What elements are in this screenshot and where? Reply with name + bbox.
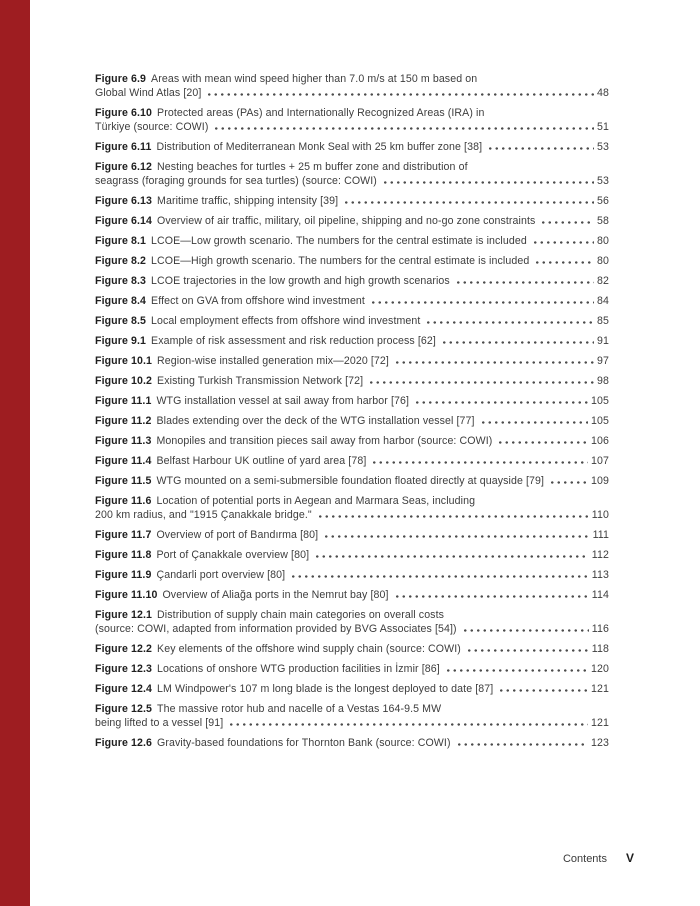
toc-entry [95, 354, 609, 368]
entry-text-line [95, 106, 609, 120]
figure-number-label: Figure 8.3 [95, 275, 147, 287]
page-number: 105 [591, 415, 609, 427]
toc-entry [95, 374, 609, 388]
entry-text-line [95, 494, 609, 508]
figure-caption-text: Overview of air traffic, military, oil pipeline, shipping and no-go zone constraints [157, 215, 536, 227]
dot-leader [534, 258, 594, 267]
page-number: 107 [591, 455, 609, 467]
page-number: 123 [591, 737, 609, 749]
toc-entry [95, 394, 609, 408]
figure-number-label: Figure 11.1 [95, 395, 152, 407]
figure-caption-text: WTG mounted on a semi-submersible foundation floated directly at quayside [79] [156, 475, 545, 487]
figure-number-label: Figure 11.7 [95, 529, 152, 541]
figure-caption-text: LCOE—High growth scenario. The numbers for the central estimate is included [151, 255, 530, 267]
entry-leader-line [95, 528, 609, 542]
figure-caption-text: Protected areas (PAs) and Internationally Recognized Areas (IRA) in [157, 107, 485, 119]
page-number: 98 [597, 375, 609, 387]
entry-leader-line [95, 454, 609, 468]
dot-leader [466, 646, 589, 655]
figure-caption-text: Blades extending over the deck of the WTG installation vessel [77] [156, 415, 475, 427]
toc-entry [95, 234, 609, 248]
toc-entry [95, 274, 609, 288]
page-number: 84 [597, 295, 609, 307]
figure-number-label: Figure 11.4 [95, 455, 152, 467]
toc-entry [95, 494, 609, 522]
figure-number-label: Figure 6.13 [95, 195, 153, 207]
figure-caption-text: Region-wise installed generation mix—2020 [72] [157, 355, 389, 367]
figure-number-label: Figure 6.9 [95, 73, 147, 85]
list-of-figures [95, 72, 609, 756]
entry-leader-line [95, 174, 609, 188]
entry-leader-line [95, 434, 609, 448]
page-number: 118 [591, 643, 609, 655]
dot-leader [370, 298, 594, 307]
figure-caption-text: Nesting beaches for turtles + 25 m buffer zone and distribution of [157, 161, 468, 173]
figure-entries-list [95, 72, 609, 750]
entry-leader-line [95, 86, 609, 100]
figure-caption-text: Locations of onshore WTG production facilities in İzmir [86] [157, 663, 440, 675]
figure-caption-text: Global Wind Atlas [20] [95, 87, 202, 99]
figure-number-label: Figure 12.5 [95, 703, 153, 715]
figure-caption-text: Çandarli port overview [80] [156, 569, 286, 581]
figure-number-label: Figure 11.8 [95, 549, 152, 561]
figure-caption-text: Distribution of supply chain main categories on overall costs [157, 609, 445, 621]
toc-entry [95, 434, 609, 448]
figure-number-label: Figure 6.14 [95, 215, 153, 227]
page-number: 53 [597, 175, 609, 187]
page-number: 116 [591, 623, 609, 635]
entry-leader-line [95, 140, 609, 154]
page-number: 48 [597, 87, 609, 99]
page-number: 105 [591, 395, 609, 407]
figure-caption-text: (source: COWI, adapted from information provided by BVG Associates [54]) [95, 623, 457, 635]
toc-entry [95, 454, 609, 468]
figure-number-label: Figure 9.1 [95, 335, 147, 347]
entry-text-line [95, 608, 609, 622]
figure-number-label: Figure 8.5 [95, 315, 147, 327]
page-number: 112 [591, 549, 609, 561]
page-number: 121 [591, 683, 609, 695]
entry-leader-line [95, 682, 609, 696]
page-number: 51 [597, 121, 609, 133]
page-number: 120 [591, 663, 609, 675]
toc-entry [95, 214, 609, 228]
figure-number-label: Figure 8.2 [95, 255, 147, 267]
figure-number-label: Figure 10.1 [95, 355, 153, 367]
figure-caption-text: seagrass (foraging grounds for sea turtles) (source: COWI) [95, 175, 377, 187]
page-number: 97 [597, 355, 609, 367]
entry-leader-line [95, 120, 609, 134]
toc-entry [95, 588, 609, 602]
entry-leader-line [95, 588, 609, 602]
figure-caption-text: Local employment effects from offshore wind investment [151, 315, 421, 327]
dot-leader [228, 720, 588, 729]
figure-number-label: Figure 8.1 [95, 235, 147, 247]
toc-entry [95, 106, 609, 134]
toc-entry [95, 294, 609, 308]
figure-number-label: Figure 11.6 [95, 495, 152, 507]
page-footer [563, 851, 634, 865]
page-number: 110 [591, 509, 609, 521]
dot-leader [445, 666, 588, 675]
figure-number-label: Figure 6.10 [95, 107, 153, 119]
figure-caption-text: being lifted to a vessel [91] [95, 717, 224, 729]
figure-caption-text: Effect on GVA from offshore wind investment [151, 295, 365, 307]
figure-caption-text: The massive rotor hub and nacelle of a Vestas 164-9.5 MW [157, 703, 442, 715]
entry-leader-line [95, 374, 609, 388]
figure-caption-text: Example of risk assessment and risk reduction process [62] [151, 335, 436, 347]
entry-leader-line [95, 214, 609, 228]
dot-leader [425, 318, 594, 327]
page-number: 56 [597, 195, 609, 207]
dot-leader [343, 198, 594, 207]
dot-leader [213, 124, 594, 133]
dot-leader [394, 592, 589, 601]
toc-entry [95, 608, 609, 636]
dot-leader [487, 144, 594, 153]
entry-leader-line [95, 642, 609, 656]
entry-text-line [95, 72, 609, 86]
page-number: 106 [591, 435, 609, 447]
toc-entry [95, 160, 609, 188]
page-number: 82 [597, 275, 609, 287]
dot-leader [290, 572, 589, 581]
figure-number-label: Figure 10.2 [95, 375, 153, 387]
entry-leader-line [95, 474, 609, 488]
page-number: 85 [597, 315, 609, 327]
toc-entry [95, 568, 609, 582]
dot-leader [456, 740, 588, 749]
toc-entry [95, 702, 609, 730]
dot-leader [498, 686, 588, 695]
page-number: 53 [597, 141, 609, 153]
dot-leader [497, 438, 588, 447]
toc-entry [95, 662, 609, 676]
dot-leader [394, 358, 594, 367]
toc-entry [95, 548, 609, 562]
figure-caption-text: 200 km radius, and "1915 Çanakkale bridge." [95, 509, 312, 521]
figure-number-label: Figure 6.12 [95, 161, 153, 173]
figure-number-label: Figure 11.10 [95, 589, 158, 601]
left-accent-bar [0, 0, 30, 906]
figure-caption-text: Gravity-based foundations for Thornton Bank (source: COWI) [157, 737, 451, 749]
entry-leader-line [95, 194, 609, 208]
page-number: 111 [592, 529, 609, 541]
figure-caption-text: Areas with mean wind speed higher than 7.0 m/s at 150 m based on [151, 73, 478, 85]
dot-leader [532, 238, 594, 247]
figure-caption-text: LCOE trajectories in the low growth and high growth scenarios [151, 275, 450, 287]
entry-leader-line [95, 354, 609, 368]
entry-leader-line [95, 622, 609, 636]
figure-caption-text: Port of Çanakkale overview [80] [156, 549, 310, 561]
footer-page-number: V [625, 851, 634, 865]
figure-number-label: Figure 12.1 [95, 609, 153, 621]
dot-leader [480, 418, 588, 427]
entry-leader-line [95, 334, 609, 348]
figure-number-label: Figure 6.11 [95, 141, 152, 153]
figure-number-label: Figure 8.4 [95, 295, 147, 307]
figure-caption-text: Key elements of the offshore wind supply chain (source: COWI) [157, 643, 461, 655]
dot-leader [206, 90, 594, 99]
figure-number-label: Figure 12.2 [95, 643, 153, 655]
dot-leader [462, 626, 589, 635]
figure-number-label: Figure 11.5 [95, 475, 152, 487]
figure-caption-text: Belfast Harbour UK outline of yard area [78] [156, 455, 367, 467]
figure-caption-text: Distribution of Mediterranean Monk Seal with 25 km buffer zone [38] [156, 141, 483, 153]
toc-entry [95, 736, 609, 750]
entry-leader-line [95, 314, 609, 328]
entry-text-line [95, 702, 609, 716]
toc-entry [95, 254, 609, 268]
dot-leader [314, 552, 589, 561]
entry-leader-line [95, 234, 609, 248]
dot-leader [455, 278, 594, 287]
figure-caption-text: Overview of port of Bandırma [80] [156, 529, 319, 541]
page-number: 80 [597, 255, 609, 267]
toc-entry [95, 642, 609, 656]
dot-leader [323, 532, 589, 541]
entry-leader-line [95, 294, 609, 308]
dot-leader [414, 398, 588, 407]
toc-entry [95, 682, 609, 696]
figure-number-label: Figure 12.3 [95, 663, 153, 675]
toc-entry [95, 72, 609, 100]
dot-leader [368, 378, 594, 387]
entry-leader-line [95, 568, 609, 582]
toc-entry [95, 140, 609, 154]
page-number: 58 [597, 215, 609, 227]
figure-caption-text: LCOE—Low growth scenario. The numbers for the central estimate is included [151, 235, 527, 247]
toc-entry [95, 194, 609, 208]
figure-caption-text: Maritime traffic, shipping intensity [39] [157, 195, 339, 207]
figure-caption-text: Türkiye (source: COWI) [95, 121, 209, 133]
page-number: 80 [597, 235, 609, 247]
page-number: 114 [591, 589, 609, 601]
entry-leader-line [95, 662, 609, 676]
figure-caption-text: Overview of Aliağa ports in the Nemrut bay [80] [162, 589, 389, 601]
entry-leader-line [95, 394, 609, 408]
entry-text-line [95, 160, 609, 174]
dot-leader [549, 478, 588, 487]
figure-number-label: Figure 12.4 [95, 683, 153, 695]
toc-entry [95, 414, 609, 428]
dot-leader [382, 178, 594, 187]
figure-number-label: Figure 11.3 [95, 435, 152, 447]
toc-entry [95, 334, 609, 348]
dot-leader [441, 338, 594, 347]
figure-caption-text: Existing Turkish Transmission Network [72] [157, 375, 364, 387]
figure-number-label: Figure 11.2 [95, 415, 152, 427]
entry-leader-line [95, 716, 609, 730]
figure-number-label: Figure 11.9 [95, 569, 152, 581]
figure-caption-text: Location of potential ports in Aegean and Marmara Seas, including [156, 495, 476, 507]
figure-caption-text: Monopiles and transition pieces sail away from harbor (source: COWI) [156, 435, 493, 447]
page-number: 91 [597, 335, 609, 347]
dot-leader [317, 512, 589, 521]
footer-section-label: Contents [562, 853, 607, 865]
entry-leader-line [95, 274, 609, 288]
toc-entry [95, 314, 609, 328]
entry-leader-line [95, 508, 609, 522]
toc-entry [95, 528, 609, 542]
entry-leader-line [95, 254, 609, 268]
page-number: 109 [591, 475, 609, 487]
entry-leader-line [95, 736, 609, 750]
page-number: 121 [591, 717, 609, 729]
entry-leader-line [95, 414, 609, 428]
dot-leader [540, 218, 594, 227]
figure-caption-text: LM Windpower's 107 m long blade is the longest deployed to date [87] [157, 683, 494, 695]
figure-number-label: Figure 12.6 [95, 737, 153, 749]
entry-leader-line [95, 548, 609, 562]
dot-leader [371, 458, 588, 467]
page-number: 113 [591, 569, 609, 581]
toc-entry [95, 474, 609, 488]
figure-caption-text: WTG installation vessel at sail away from harbor [76] [156, 395, 410, 407]
